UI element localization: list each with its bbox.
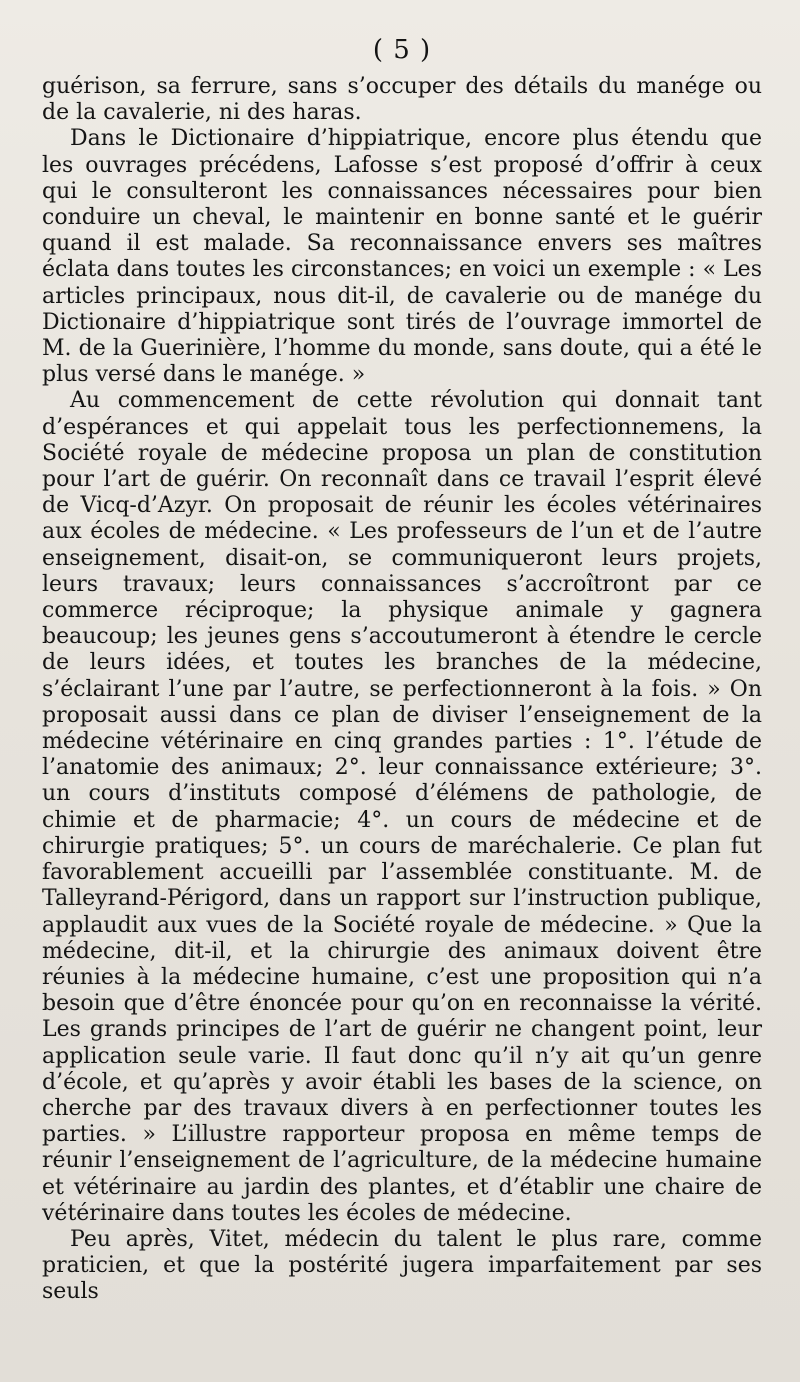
paragraph-vitet: Peu après, Vitet, médecin du talent le plus rare, comme praticien, et que la postérité jugera imparfaitement par ses seuls xyxy=(42,1226,762,1305)
paragraph-continuation: guérison, sa ferrure, sans s’occuper des détails du manége ou de la cavalerie, ni des haras. xyxy=(42,74,762,126)
paragraph-dictionaire: Dans le Dictionaire d’hippiatrique, encore plus étendu que les ouvrages précédens, Lafosse s’est proposé d’offrir à ceux qui le consulteront les connaissances nécessaires pour bien conduire un cheval, le maintenir en bonne santé et le guérir quand il est malade. Sa reconnaissance envers ses maîtres éclata dans toutes les circonstances; en voici un exemple : « Les articles principaux, nous dit-il, de cavalerie ou de manége du Dictionaire d’hippiatrique sont tirés de l’ouvrage immortel de M. de la Guerinière, l’homme du monde, sans doute, qui a été le plus versé dans le manége. » xyxy=(42,126,762,388)
page-number: ( 5 ) xyxy=(372,35,432,65)
body-text xyxy=(42,74,762,1306)
paragraph-revolution: Au commencement de cette révolution qui donnait tant d’espérances et qui appelait tous les perfectionnemens, la Société royale de médecine proposa un plan de constitution pour l’art de guérir. On reconnaît dans ce travail l’esprit élevé de Vicq-d’Azyr. On proposait de réunir les écoles vétérinaires aux écoles de médecine. « Les professeurs de l’un et de l’autre enseignement, disait-on, se communiqueront leurs projets, leurs travaux; leurs connaissances s’accroîtront par ce commerce réciproque; la physique animale y gagnera beaucoup; les jeunes gens s’accoutumeront à étendre le cercle de leurs idées, et toutes les branches de la médecine, s’éclairant l’une par l’autre, se perfectionneront à la fois. » On proposait aussi dans ce plan de diviser l’enseignement de la médecine vétérinaire en cinq grandes parties : 1°. l’étude de l’anatomie des animaux; 2°. leur connaissance extérieure; 3°. un cours d’instituts composé d’élémens de pathologie, de chimie et de pharmacie; 4°. un cours de médecine et de chirurgie pratiques; 5°. un cours de maréchalerie. Ce plan fut favorablement accueilli par l’assemblée constituante. M. de Talleyrand-Périgord, dans un rapport sur l’instruction publique, applaudit aux vues de la Société royale de médecine. » Que la médecine, dit-il, et la chirurgie des animaux doivent être réunies à la médecine humaine, c’est une proposition qui n’a besoin que d’être énoncée pour qu’on en reconnaisse la vérité. Les grands principes de l’art de guérir ne changent point, leur application seule varie. Il faut donc qu’il n’y ait qu’un genre d’école, et qu’après y avoir établi les bases de la science, on cherche par des travaux divers à en perfectionner toutes les parties. » L’illustre rapporteur proposa en même temps de réunir l’enseignement de l’agriculture, de la médecine humaine et vétérinaire au jardin des plantes, et d’établir une chaire de vétérinaire dans toutes les écoles de médecine. xyxy=(42,388,762,1226)
